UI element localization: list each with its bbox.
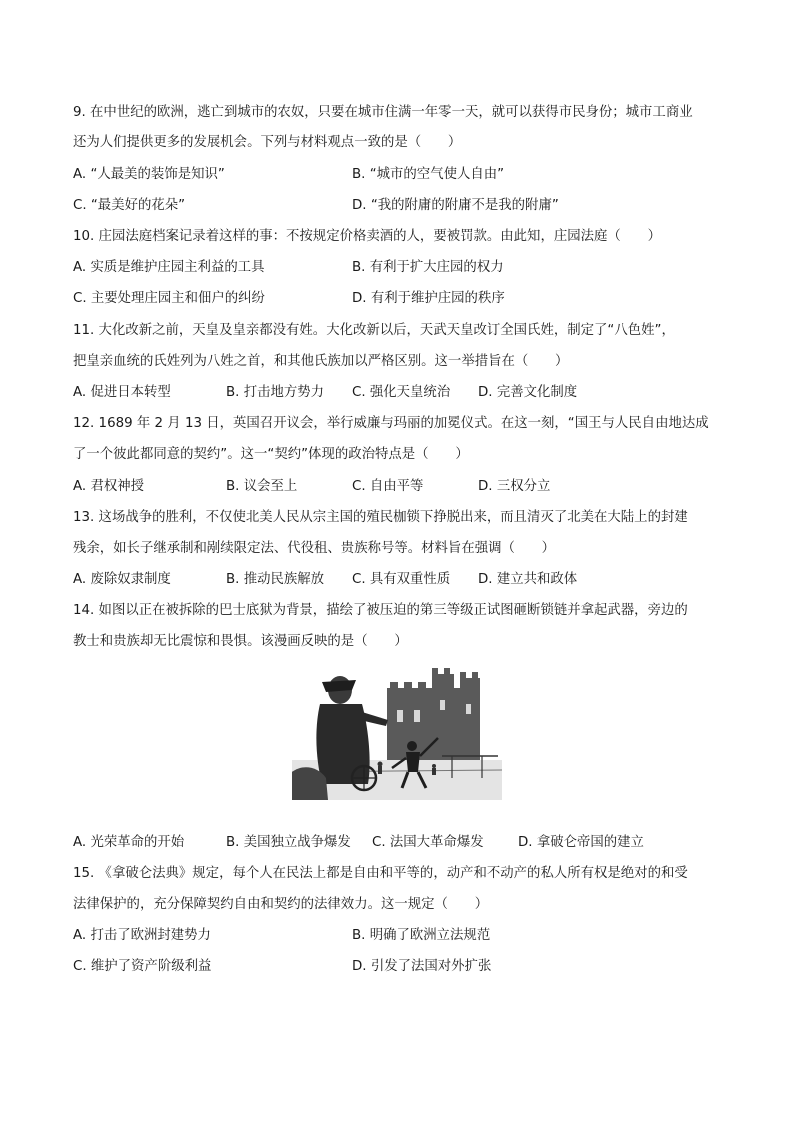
q14-option-c: C. 法国大革命爆发 bbox=[372, 835, 484, 850]
q12-option-c: C. 自由平等 bbox=[352, 479, 424, 494]
q13-stem-line-1: 13. 这场战争的胜利，不仅使北美人民从宗主国的殖民枷锁下挣脱出来，而且清灭了北美在大陆上的封建 bbox=[73, 510, 688, 525]
q12-stem-line-2: 了一个彼此都同意的契约”。这一“契约”体现的政治特点是（ ） bbox=[73, 447, 469, 462]
q9-option-b: B. “城市的空气使人自由” bbox=[352, 167, 505, 182]
q15-option-d: D. 引发了法国对外扩张 bbox=[352, 959, 492, 974]
q10-option-a: A. 实质是维护庄园主利益的工具 bbox=[73, 260, 265, 275]
q9-option-c: C. “最美好的花朵” bbox=[73, 198, 186, 213]
q12-option-b: B. 议会至上 bbox=[226, 479, 298, 494]
bastille-cartoon-image bbox=[292, 660, 502, 800]
q13-option-c: C. 具有双重性质 bbox=[352, 572, 451, 587]
q11-option-b: B. 打击地方势力 bbox=[226, 385, 325, 400]
q11-option-a: A. 促进日本转型 bbox=[73, 385, 171, 400]
q15-option-c: C. 维护了资产阶级利益 bbox=[73, 959, 212, 974]
q12-option-d: D. 三权分立 bbox=[478, 479, 551, 494]
q12-stem-line-1: 12. 1689 年 2 月 13 日，英国召开议会，举行威廉与玛丽的加冕仪式。在这一刻，“国王与人民自由地达成 bbox=[73, 416, 709, 431]
q9-option-a: A. “人最美的装饰是知识” bbox=[73, 167, 225, 182]
q11-stem-line-1: 11. 大化改新之前，天皇及皇亲都没有姓。大化改新以后，天武天皇改订全国氏姓，制定了“八色姓”， bbox=[73, 323, 675, 338]
q11-option-d: D. 完善文化制度 bbox=[478, 385, 578, 400]
q12-option-a: A. 君权神授 bbox=[73, 479, 144, 494]
q14-stem-line-2: 教士和贵族却无比震惊和畏惧。该漫画反映的是（ ） bbox=[73, 634, 408, 649]
q10-option-b: B. 有利于扩大庄园的权力 bbox=[352, 260, 504, 275]
q9-stem-line-2: 还为人们提供更多的发展机会。下列与材料观点一致的是（ ） bbox=[73, 135, 462, 150]
q14-stem-line-1: 14. 如图以正在被拆除的巴士底狱为背景，描绘了被压迫的第三等级正试图砸断锁链并拿起武器，旁边的 bbox=[73, 603, 688, 618]
q15-option-b: B. 明确了欧洲立法规范 bbox=[352, 928, 491, 943]
q10-option-c: C. 主要处理庄园主和佃户的纠纷 bbox=[73, 291, 265, 306]
q13-stem-line-2: 残余，如长子继承制和剐续限定法、代役租、贵族称号等。材料旨在强调（ ） bbox=[73, 541, 556, 556]
q15-option-a: A. 打击了欧洲封建势力 bbox=[73, 928, 211, 943]
q14-option-d: D. 拿破仑帝国的建立 bbox=[518, 835, 644, 850]
q10-option-d: D. 有利于维护庄园的秩序 bbox=[352, 291, 505, 306]
q15-stem-line-2: 法律保护的，充分保障契约自由和契约的法律效力。这一规定（ ） bbox=[73, 897, 489, 912]
q11-stem-line-2: 把皇亲血统的氏姓列为八姓之首，和其他氏族加以严格区别。这一举措旨在（ ） bbox=[73, 354, 569, 369]
q10-stem-line-1: 10. 庄园法庭档案记录着这样的事：不按规定价格卖酒的人，要被罚款。由此知，庄园法庭（ ） bbox=[73, 229, 661, 244]
q13-option-b: B. 推动民族解放 bbox=[226, 572, 325, 587]
q13-option-a: A. 废除奴隶制度 bbox=[73, 572, 171, 587]
q9-option-d: D. “我的附庸的附庸不是我的附庸” bbox=[352, 198, 559, 213]
q14-option-a: A. 光荣革命的开始 bbox=[73, 835, 185, 850]
q15-stem-line-1: 15. 《拿破仑法典》规定，每个人在民法上都是自由和平等的，动产和不动产的私人所有权是绝对的和受 bbox=[73, 866, 688, 881]
q14-option-b: B. 美国独立战争爆发 bbox=[226, 835, 351, 850]
q13-option-d: D. 建立共和政体 bbox=[478, 572, 578, 587]
q11-option-c: C. 强化天皇统治 bbox=[352, 385, 451, 400]
q9-stem-line-1: 9. 在中世纪的欧洲，逃亡到城市的农奴，只要在城市住满一年零一天，就可以获得市民身份；城市工商业 bbox=[73, 105, 693, 120]
